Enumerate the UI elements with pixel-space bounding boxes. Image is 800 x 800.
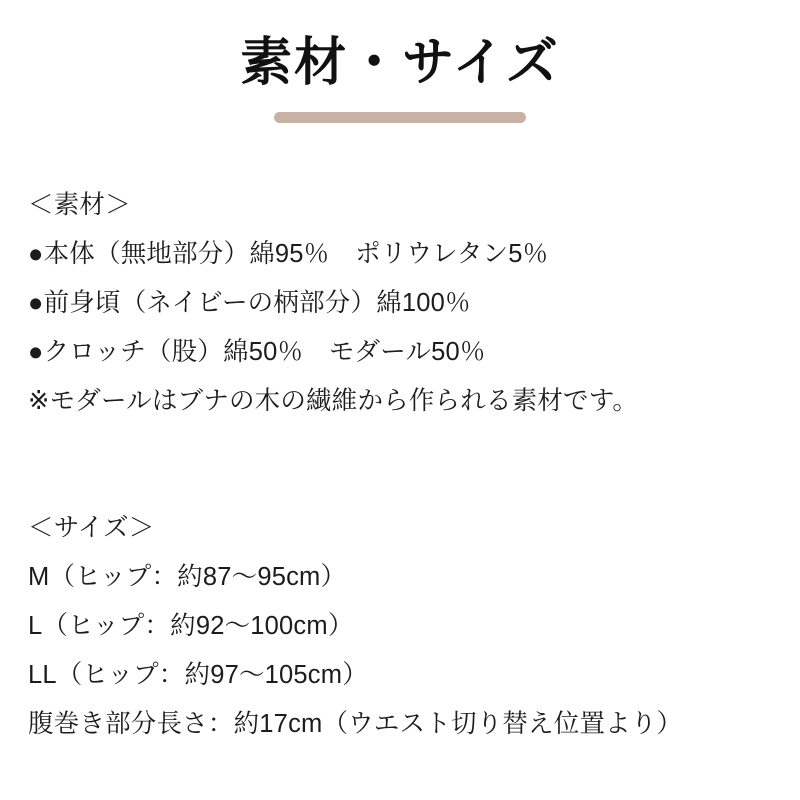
size-section-heading: ＜サイズ＞ (28, 513, 155, 542)
page-header (0, 0, 800, 123)
material-section (28, 181, 772, 426)
size-extra-line: 腹巻き部分長さ：約17cm（ウエスト切り替え位置より） (28, 709, 683, 738)
material-line: ●前身頃（ネイビーの柄部分）綿100％ (28, 288, 471, 317)
material-line: ●本体（無地部分）綿95％ ポリウレタン5％ (28, 239, 549, 268)
page-title: 素材・サイズ (240, 34, 560, 92)
size-section (28, 504, 772, 749)
spec-content (0, 181, 800, 749)
size-line: L（ヒップ：約92〜100cm） (28, 611, 354, 640)
material-note: ※モダールはブナの木の繊維から作られる素材です。 (28, 386, 639, 415)
material-line: ●クロッチ（股）綿50％ モダール50％ (28, 337, 486, 366)
section-spacer (28, 426, 772, 504)
title-underline-accent (274, 112, 526, 123)
size-line: M（ヒップ：約87〜95cm） (28, 562, 347, 591)
material-section-heading: ＜素材＞ (28, 190, 131, 219)
size-line: LL（ヒップ：約97〜105cm） (28, 660, 368, 689)
